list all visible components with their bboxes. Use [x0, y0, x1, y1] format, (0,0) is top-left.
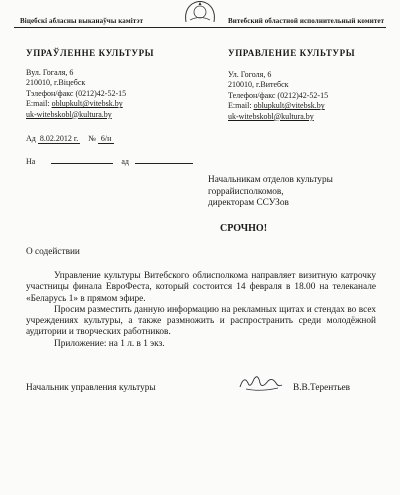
left-org-name: Віцебскі абласны выканаўчы камітэт: [20, 17, 144, 25]
right-email-link[interactable]: oblupkult@vitebsk.by: [253, 101, 325, 111]
right-street: Ул. Гоголя, 6: [228, 70, 272, 79]
recipient-line-3: директорам ССУЗов: [208, 198, 289, 208]
right-dept-title: УПРАВЛЕНИЕ КУЛЬТУРЫ: [228, 48, 356, 58]
state-emblem-icon: [182, 0, 218, 22]
letter-body: [26, 271, 376, 350]
urgent-mark: СРОЧНО!: [220, 223, 268, 234]
right-city: 210010, г.Витебск: [228, 80, 289, 90]
reference-ad-label: ад: [121, 157, 129, 166]
right-email-line: [228, 101, 328, 111]
right-address-block: [228, 70, 328, 122]
body-paragraph-1: Управление культуры Витебского облисполкома направляет визитную катрочку участницы финала ЕвроФеста, который состоится 14 февраля в 18.00 на телеканале «Беларусь 1» в прямом эфире.: [26, 271, 376, 304]
reference-prefix: На: [26, 157, 36, 166]
signatory-name: В.В.Терентьев: [293, 383, 351, 393]
left-email-link[interactable]: oblupkult@vitebsk.by: [51, 99, 123, 109]
recipient-line-1: Начальникам отделов культуры: [208, 175, 333, 185]
right-email-link-2[interactable]: uk-witebskobl@kultura.by: [228, 111, 314, 121]
right-org-name: Витебский областной исполнительный комитет: [228, 17, 385, 25]
left-city: 210010, г.Віцебск: [26, 78, 86, 88]
subject-line: О содействии: [26, 247, 80, 257]
right-phone: Телефон/факс (0212)42-52-15: [228, 90, 329, 100]
left-email-line: [26, 99, 126, 109]
left-address-block: [26, 68, 126, 120]
handwritten-signature: [236, 371, 284, 395]
body-attachment: Приложение: на 1 л. в 1 экз.: [54, 338, 165, 349]
recipient-block: [208, 175, 333, 210]
number-value: 6/н: [98, 134, 115, 144]
reference-blank-1: [51, 154, 113, 164]
date-value: 8.02.2012 г.: [39, 134, 79, 143]
left-email-label: E:mail:: [26, 99, 52, 109]
number-prefix: №: [88, 134, 96, 143]
date-number-line: [26, 134, 114, 144]
recipient-line-2: горрайисполкомов,: [208, 186, 284, 197]
reference-blank-2: [135, 154, 193, 164]
left-dept-title: УПРАЎЛЕННЕ КУЛЬТУРЫ: [26, 48, 155, 58]
header-divider: [14, 27, 386, 28]
left-street: Вул. Гогаля, 6: [26, 68, 74, 77]
body-paragraph-2: Просим разместить данную информацию на рекламных щитах и стендах во всех учреждениях культуры, а также размножить и распространить среди молодёжной аудитории и творческих работников.: [26, 304, 376, 338]
left-email-link-2[interactable]: uk-witebskobl@kultura.by: [26, 109, 112, 119]
reference-line: [26, 154, 193, 166]
signatory-position: Начальник управления культуры: [26, 383, 156, 393]
right-email-label: E:mail:: [228, 101, 254, 111]
date-prefix: Ад: [26, 134, 36, 143]
left-phone: Тэлефон/факс (0212)42-52-15: [26, 88, 127, 98]
